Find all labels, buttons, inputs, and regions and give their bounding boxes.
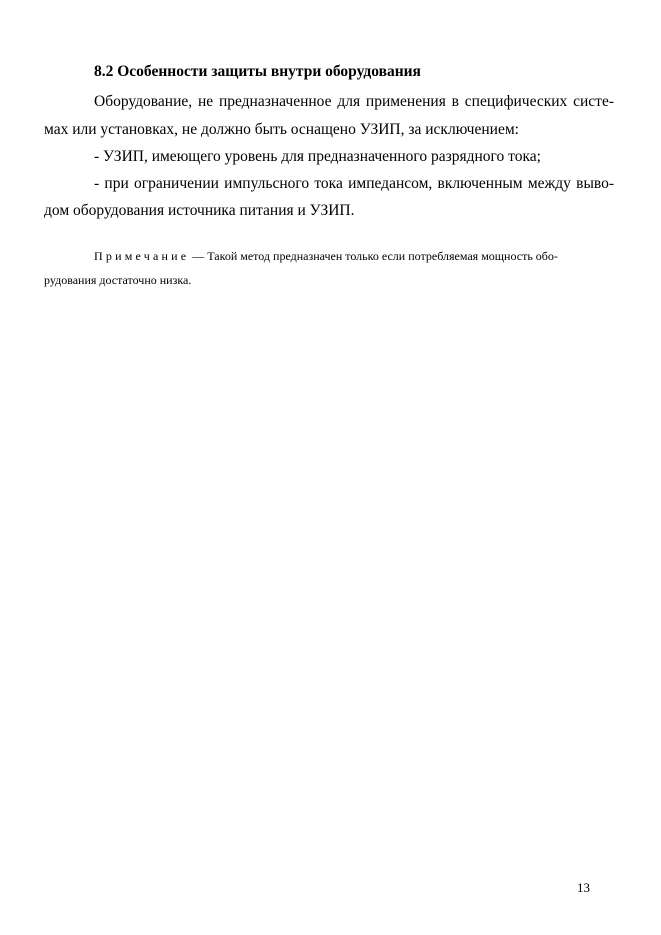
note-line [94, 248, 558, 264]
page-number: 13 [577, 880, 590, 895]
note-text: — Такой метод предназначен только если потребляемая мощность обо- [189, 249, 558, 263]
note-line: рудования достаточно низка. [44, 273, 192, 287]
paragraph-line: Оборудование, не предназначенное для применения в специфических систе- [94, 93, 614, 110]
list-item: - УЗИП, имеющего уровень для предназначенного разрядного тока; [94, 148, 541, 165]
section-heading: 8.2 Особенности защиты внутри оборудования [94, 63, 421, 80]
list-item-line: дом оборудования источника питания и УЗИП. [44, 202, 355, 219]
list-item-line: - при ограничении импульсного тока импедансом, включенным между выво- [94, 175, 614, 192]
note-label: Примечание [94, 249, 190, 263]
paragraph-line: мах или установках, не должно быть оснащено УЗИП, за исключением: [44, 121, 519, 138]
